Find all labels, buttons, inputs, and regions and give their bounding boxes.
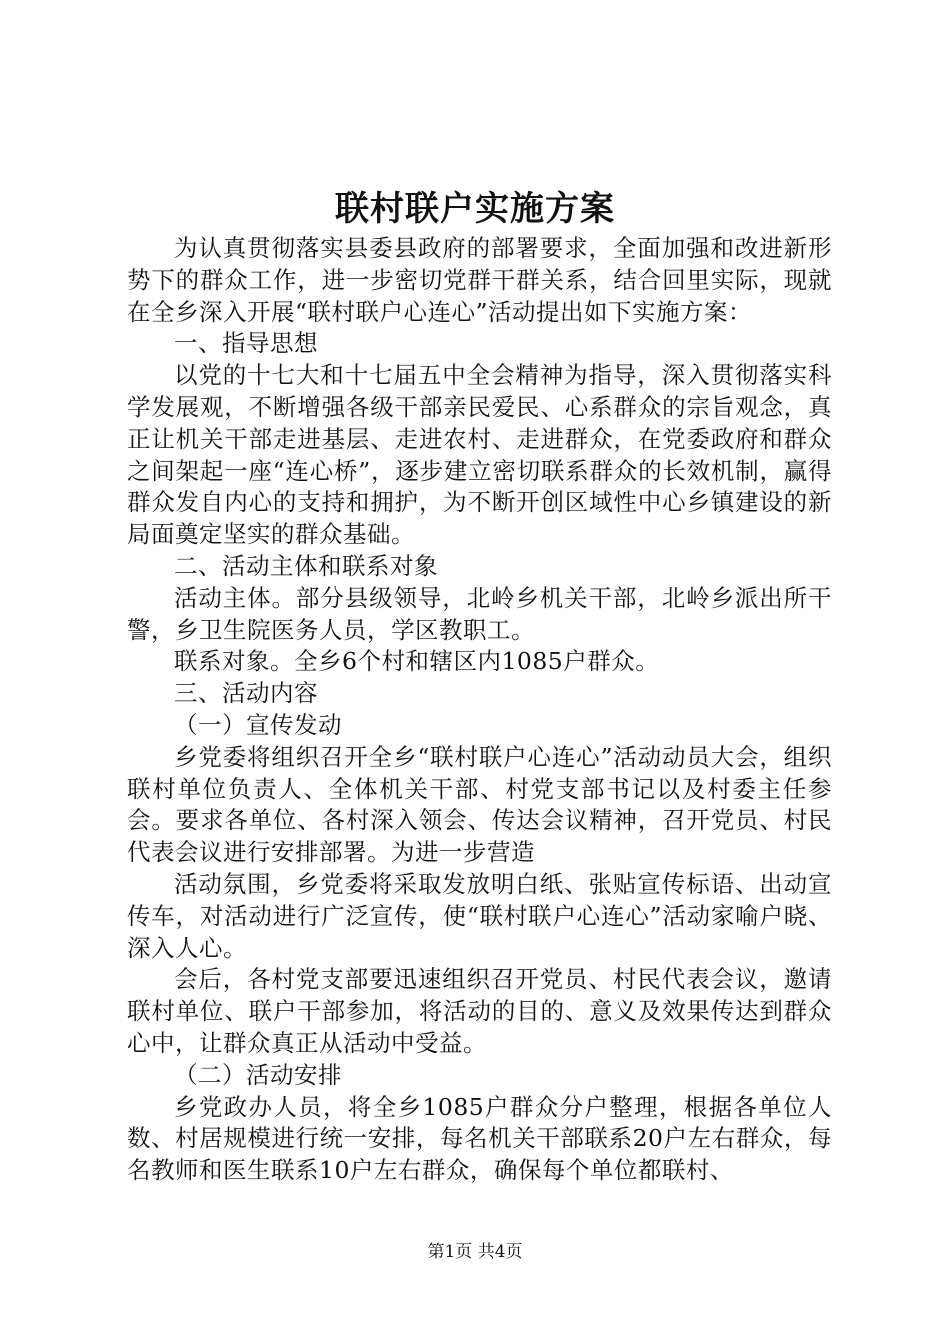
paragraph-publicity-followup: 会后，各村党支部要迅速组织召开党员、村民代表会议，邀请联村单位、联户干部参加，将活动的目的、意义及效果传达到群众心中，让群众真正从活动中受益。 [127,965,832,1057]
paragraph-publicity-atmosphere: 活动氛围，乡党委将采取发放明白纸、张贴宣传标语、出动宣传车，对活动进行广泛宣传，使“联村联户心连心”活动家喻户晓、深入人心。 [127,869,832,962]
document-body [127,233,832,1187]
paragraph-activity-subjects: 活动主体。部分县级领导，北岭乡机关干部，北岭乡派出所干警，乡卫生院医务人员，学区教职工。 [127,583,832,644]
section-heading-guiding-ideology: 一、指导思想 [174,329,318,358]
page-number-footer: 第1页 共4页 [427,1242,523,1262]
section-heading-activity-subjects: 二、活动主体和联系对象 [174,551,438,580]
subsection-heading-publicity: （一）宣传发动 [174,710,342,739]
subsection-heading-arrangement: （二）活动安排 [174,1060,342,1089]
section-heading-activity-content: 三、活动内容 [174,679,318,708]
paragraph-arrangement: 乡党政办人员，将全乡1085户群众分户整理，根据各单位人数、村居规模进行统一安排，每名机关干部联系20户左右群众，每名教师和医生联系10户左右群众，确保每个单位都联村、 [127,1092,832,1185]
paragraph-contact-targets: 联系对象。全乡6个村和辖区内1085户群众。 [174,647,660,676]
paragraph-publicity-meeting: 乡党委将组织召开全乡“联村联户心连心”活动动员大会，组织联村单位负责人、全体机关干部、村党支部书记以及村委主任参会。要求各单位、各村深入领会、传达会议精神，召开党员、村民代表会议进行安排部署。为进一步营造 [127,742,832,867]
document-title: 联村联户实施方案 [335,189,615,229]
paragraph-intro: 为认真贯彻落实县委县政府的部署要求，全面加强和改进新形势下的群众工作，进一步密切党群干群关系，结合回里实际，现就在全乡深入开展“联村联户心连心”活动提出如下实施方案： [127,234,832,326]
paragraph-guiding-ideology: 以党的十七大和十七届五中全会精神为指导，深入贯彻落实科学发展观，不断增强各级干部亲民爱民、心系群众的宗旨观念，真正让机关干部走进基层、走进农村、走进群众，在党委政府和群众之间架起一座“连心桥”，逐步建立密切联系群众的长效机制，赢得群众发自内心的支持和拥护，为不断开创区域性中心乡镇建设的新局面奠定坚实的群众基础。 [127,361,832,549]
